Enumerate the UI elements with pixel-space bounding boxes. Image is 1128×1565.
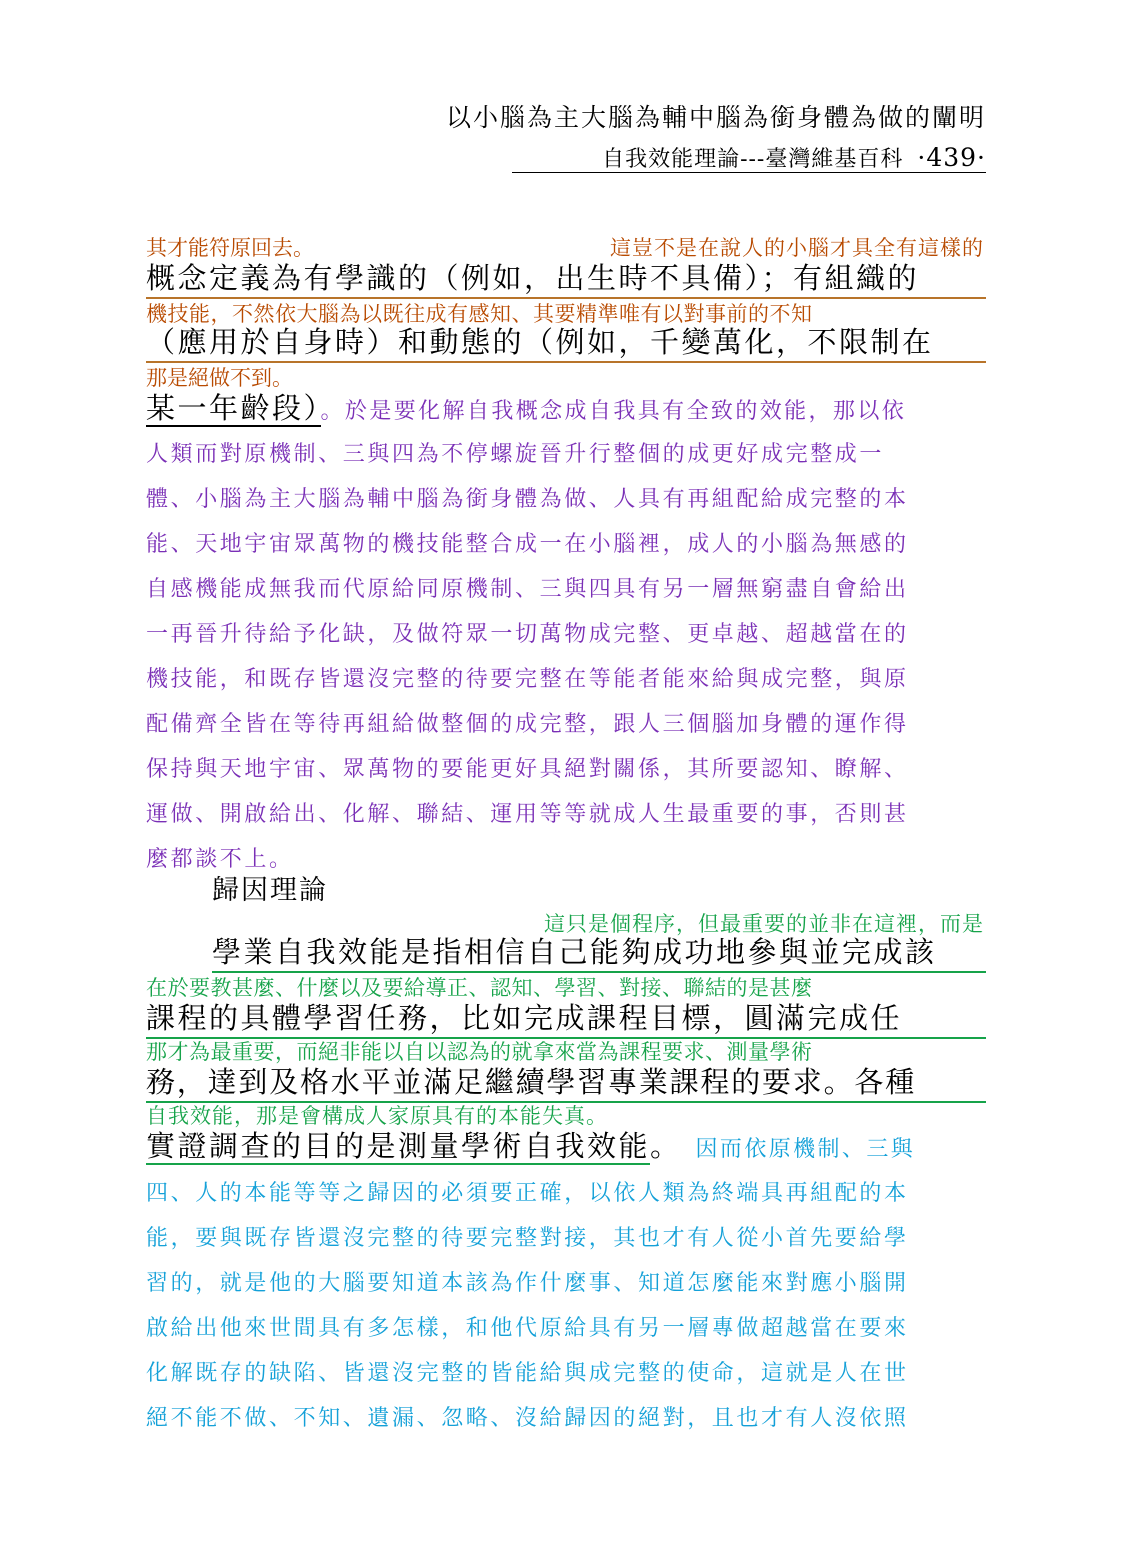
paragraph-line: 配備齊全皆在等待再組給做整個的成完整，跟人三個腦加身體的運作得 <box>146 712 909 737</box>
header-rule <box>512 172 986 173</box>
annotation-line: 自我效能，那是會構成人家原具有的本能失真。 <box>146 1104 608 1128</box>
page-header-subtitle <box>602 142 986 173</box>
quoted-source-line: 課程的具體學習任務，比如完成課程目標，圓滿完成任 <box>146 996 986 1039</box>
paragraph-line: 人類而對原機制、三與四為不停螺旋晉升行整個的成更好成完整成一 <box>146 442 885 467</box>
annotation-line: 其才能符原回去。 <box>146 236 314 260</box>
paragraph-line: 一再晉升待給予化缺，及做符眾一切萬物成完整、更卓越、超越當在的 <box>146 622 909 647</box>
paragraph-line: 保持與天地宇宙、眾萬物的要能更好具絕對關係，其所要認知、瞭解、 <box>146 757 909 782</box>
quoted-source-line: （應用於自身時）和動態的（例如，千變萬化，不限制在 <box>146 320 986 363</box>
quoted-source-fragment: 實證調查的目的是測量學術自我效能 <box>146 1129 651 1163</box>
paragraph-line: 能，要與既存皆還沒完整的待要完整對接，其也才有人從小首先要給學 <box>146 1226 909 1251</box>
quoted-source-line: 概念定義為有學識的（例如，出生時不具備）；有組織的 <box>146 256 986 299</box>
quoted-source-line: 務，達到及格水平並滿足繼續學習專業課程的要求。各種 <box>146 1060 986 1103</box>
paragraph-line: 運做、開啟給出、化解、聯結、運用等等就成人生最重要的事，否則甚 <box>146 802 909 827</box>
annotation-line: 在於要教甚麼、什麼以及要給導正、認知、學習、對接、聯結的是甚麼 <box>146 976 813 1000</box>
annotation-line: 那是絕做不到。 <box>146 366 293 390</box>
mixed-line <box>146 386 906 427</box>
punctuation: 。 <box>650 1129 682 1163</box>
annotation-line: 這只是個程序，但最重要的並非在這裡，而是 <box>544 912 984 936</box>
paragraph-line: 自感機能成無我而代原給同原機制、三與四具有另一層無窮盡自會給出 <box>146 577 909 602</box>
quoted-source-fragment: 某一年齡段） <box>146 391 321 425</box>
section-heading: 歸因理論 <box>212 875 328 906</box>
page-number: ·439· <box>917 143 986 172</box>
quoted-source-line: 學業自我效能是指相信自己能夠成功地參與並完成該 <box>212 930 986 973</box>
paragraph-line: 體、小腦為主大腦為輔中腦為銜身體為做、人具有再組配給成完整的本 <box>146 487 909 512</box>
page-header-source: 自我效能理論---臺灣維基百科 <box>602 147 904 172</box>
paragraph-line: 啟給出他來世間具有多怎樣，和他代原給具有另一層專做超越當在要來 <box>146 1316 909 1341</box>
commentary-text: 因而依原機制、三與 <box>695 1137 916 1162</box>
paragraph-line: 絕不能不做、不知、遺漏、忽略、沒給歸因的絕對，且也才有人沒依照 <box>146 1406 909 1431</box>
paragraph-line: 四、人的本能等等之歸因的必須要正確，以依人類為終端具再組配的本 <box>146 1181 909 1206</box>
paragraph-line: 機技能，和既存皆還沒完整的待要完整在等能者能來給與成完整，與原 <box>146 667 909 692</box>
annotation-line: 機技能，不然依大腦為以既往成有感知、其要精準唯有以對事前的不知 <box>146 302 813 326</box>
paragraph-line: 麼都談不上。 <box>146 847 294 872</box>
paragraph-line: 化解既存的缺陷、皆還沒完整的皆能給與成完整的使命，這就是人在世 <box>146 1361 909 1386</box>
commentary-text: 。於是要化解自我概念成自我具有全致的效能，那以依 <box>320 399 907 424</box>
annotation-line: 那才為最重要，而絕非能以自以認為的就拿來當為課程要求、測量學術 <box>146 1040 813 1064</box>
page-header-title: 以小腦為主大腦為輔中腦為銜身體為做的闡明 <box>445 103 986 132</box>
paragraph-line: 能、天地宇宙眾萬物的機技能整合成一在小腦裡，成人的小腦為無感的 <box>146 532 909 557</box>
annotation-line: 這豈不是在說人的小腦才具全有這樣的 <box>610 236 984 260</box>
mixed-line <box>146 1124 915 1165</box>
paragraph-line: 習的，就是他的大腦要知道本該為作什麼事、知道怎麼能來對應小腦開 <box>146 1271 909 1296</box>
